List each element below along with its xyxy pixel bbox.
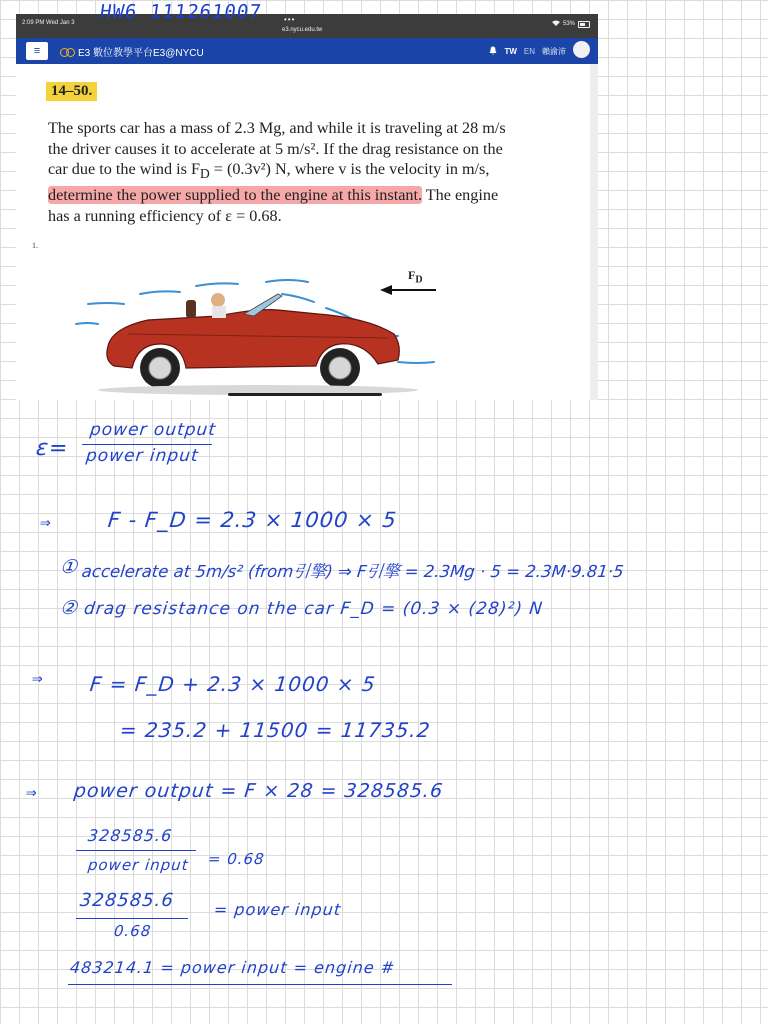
eps-denominator: power input <box>84 446 200 466</box>
battery-icon <box>578 21 590 28</box>
car-figure <box>68 264 488 400</box>
bell-icon[interactable] <box>489 46 497 57</box>
list-marker: 1. <box>32 241 38 250</box>
line3: drag resistance on the car F_D = (0.3 × (28)²) N <box>82 599 545 619</box>
drag-force-label: $F_D$ <box>408 268 423 286</box>
frac2-numerator: 328585.6 <box>78 890 175 911</box>
problem-text <box>48 118 518 227</box>
avatar[interactable] <box>573 41 590 58</box>
status-time: 2:09 PM Wed Jan 3 <box>22 20 75 26</box>
problem-text-part2: = (0.3v²) N, where v is the velocity in m/s, <box>209 160 490 179</box>
line2: accelerate at 5m/s² (from引擎) ⇒ F引擎 = 2.3Mg · 5 = 2.3M·9.81·5 <box>80 562 625 581</box>
problem-text-part3: The engine has a running efficiency of ε = 0.68. <box>48 186 499 226</box>
url-label[interactable]: e3.nycu.edu.tw <box>282 27 323 33</box>
nav-right <box>489 44 590 58</box>
frac1-denominator: power input <box>87 856 190 874</box>
wifi-icon <box>552 20 560 28</box>
fraction-bar <box>82 444 212 445</box>
lang-en-link[interactable]: EN <box>523 46 535 56</box>
frac2-bar <box>76 918 188 919</box>
line4-arrow: ⇒ <box>30 668 44 689</box>
site-title: E3 數位教學平台E3@NYCU <box>78 48 204 59</box>
home-indicator <box>228 393 382 396</box>
drag-arrow-icon <box>380 285 436 295</box>
frac2-rhs: = power input <box>213 900 343 919</box>
user-name[interactable]: 賴渝沛 <box>542 46 566 56</box>
page-scroll-strip <box>590 64 598 400</box>
problem-number: 14–50. <box>46 82 97 101</box>
final-underline <box>68 984 452 985</box>
line1-arrow: ⇒ <box>38 512 52 533</box>
more-dots-icon[interactable]: ••• <box>284 15 296 24</box>
frac1-bar <box>76 850 196 851</box>
status-indicators <box>552 20 590 28</box>
handwritten-header: HW6 111261007 <box>98 1 264 23</box>
logo-icon <box>60 47 74 57</box>
line5: = 235.2 + 11500 = 11735.2 <box>118 718 432 742</box>
menu-button[interactable]: ≡ <box>26 42 48 60</box>
line6: power output = F × 28 = 328585.6 <box>72 780 445 802</box>
problem-text-part1: The sports car has a mass of 2.3 Mg, and while it is traveling at 28 m/s the driver causes it to accelerate at 5 m/s². If the drag resistance on the car due to the wind is F <box>48 119 506 179</box>
pasted-screenshot <box>16 14 598 400</box>
problem-text-sub: D <box>199 166 210 182</box>
line4: F = F_D + 2.3 × 1000 × 5 <box>88 672 377 696</box>
final-answer: 483214.1 = power input = engine # <box>69 958 397 977</box>
frac1-numerator: 328585.6 <box>87 826 174 845</box>
line3-num: ② <box>58 597 79 619</box>
line1: F - F_D = 2.3 × 1000 × 5 <box>106 508 399 532</box>
line6-arrow: ⇒ <box>24 782 38 803</box>
frac2-denominator: 0.68 <box>113 922 153 940</box>
line2-num: ① <box>58 556 79 578</box>
lang-tw-link[interactable]: TW <box>504 46 517 56</box>
eps-numerator: power output <box>88 420 218 440</box>
site-nav-bar <box>16 38 598 64</box>
car-illustration <box>68 264 488 400</box>
eps-symbol: ε= <box>34 436 70 461</box>
highlighted-question: determine the power supplied to the engine at this instant. <box>48 186 423 205</box>
frac1-rhs: = 0.68 <box>207 850 266 868</box>
site-logo[interactable] <box>60 44 204 59</box>
battery-percent: 53% <box>562 21 575 27</box>
